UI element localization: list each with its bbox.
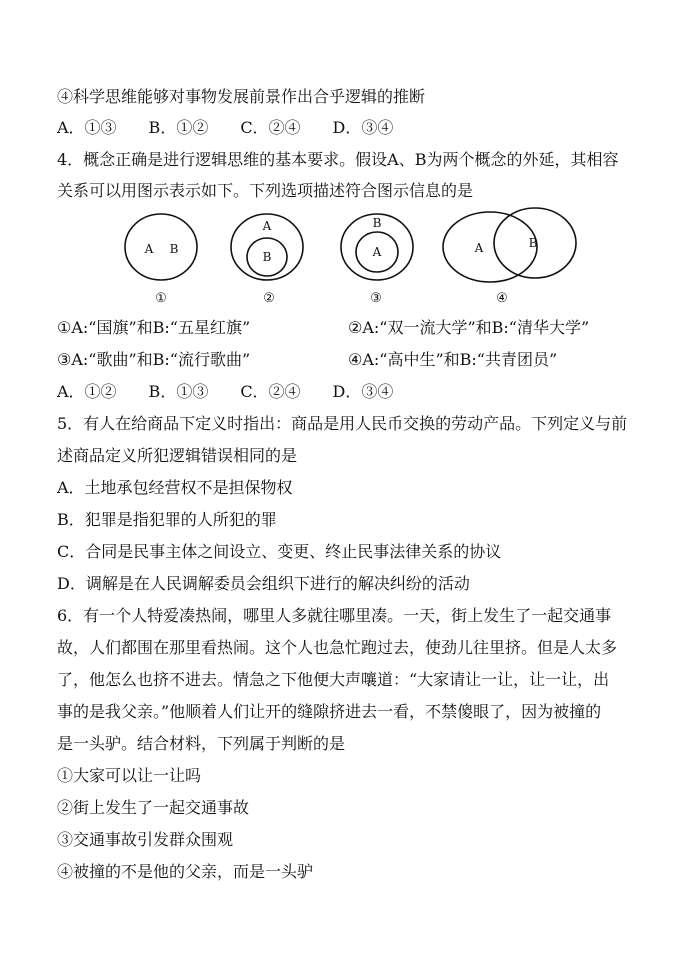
diagram4-number: ④ <box>496 291 508 306</box>
diagram2-label-a: A <box>262 219 272 233</box>
diagram4-label-b: B <box>528 236 538 250</box>
q6-passage-line-4: 事的是我父亲。”他顺着人们让开的缝隙挤进去一看，不禁傻眼了，因为被撞的 <box>57 702 602 721</box>
diagram3-label-b: B <box>372 216 382 230</box>
q6-statement-3: ③交通事故引发群众围观 <box>57 830 234 849</box>
diagram2-label-b: B <box>262 250 272 264</box>
diagram4-circle-a <box>443 212 537 282</box>
diagram3-number: ③ <box>370 291 382 306</box>
q4-venn-diagrams <box>0 205 688 313</box>
diagram1-circle <box>125 214 197 280</box>
q4-choice-4: ④A:“高中生”和B:“共青团员” <box>348 350 558 369</box>
q6-passage-line-5: 是一头驴。结合材料，下列属于判断的是 <box>57 734 346 753</box>
q4-choice-2: ②A:“双一流大学”和B:“清华大学” <box>348 318 590 337</box>
q4-choice-1: ①A:“国旗”和B:“五星红旗” <box>57 318 251 337</box>
q3-statement-4: ④科学思维能够对事物发展前景作出合乎逻辑的推断 <box>57 87 426 106</box>
diagram3-label-a: A <box>372 245 382 259</box>
q5-option-a: A．土地承包经营权不是担保物权 <box>57 478 293 497</box>
q6-statement-2: ②街上发生了一起交通事故 <box>57 798 250 817</box>
q4-choice-3: ③A:“歌曲”和B:“流行歌曲” <box>57 350 251 369</box>
q5-stem-line-2: 述商品定义所犯逻辑错误相同的是 <box>57 446 298 465</box>
diagram2-number: ② <box>263 291 275 306</box>
q6-passage-line-2: 故，人们都围在那里看热闹。这个人也急忙跑过去，使劲儿往里挤。但是人太多 <box>57 638 618 657</box>
diagram1-label-a: A <box>144 242 154 256</box>
q4-stem-line-2: 关系可以用图示表示如下。下列选项描述符合图示信息的是 <box>57 181 474 200</box>
q5-option-c: C．合同是民事主体之间设立、变更、终止民事法律关系的协议 <box>57 542 502 561</box>
q5-option-d: D．调解是在人民调解委员会组织下进行的解决纠纷的活动 <box>57 574 470 593</box>
diagram4-label-a: A <box>474 241 484 255</box>
q6-passage-line-3: 了，他怎么也挤不进去。情急之下他便大声嚷道：“大家请让一让，让一让，出 <box>57 670 610 689</box>
q5-stem-line-1: 5．有人在给商品下定义时指出：商品是用人民币交换的劳动产品。下列定义与前 <box>57 414 628 433</box>
q5-option-b: B．犯罪是指犯罪的人所犯的罪 <box>57 510 277 529</box>
q4-options: A．①② B．①③ C．②④ D．③④ <box>57 382 394 401</box>
q3-options: A．①③ B．①② C．②④ D．③④ <box>57 118 394 137</box>
q6-statement-1: ①大家可以让一让吗 <box>57 766 202 785</box>
q4-stem-line-1: 4．概念正确是进行逻辑思维的基本要求。假设A、B为两个概念的外延，其相容 <box>57 150 619 169</box>
diagram1-number: ① <box>155 291 167 306</box>
diagram1-label-b: B <box>169 242 179 256</box>
q6-statement-4: ④被撞的不是他的父亲，而是一头驴 <box>57 862 314 881</box>
q6-passage-line-1: 6．有一个人特爱凑热闹，哪里人多就往哪里凑。一天，街上发生了一起交通事 <box>57 606 612 625</box>
